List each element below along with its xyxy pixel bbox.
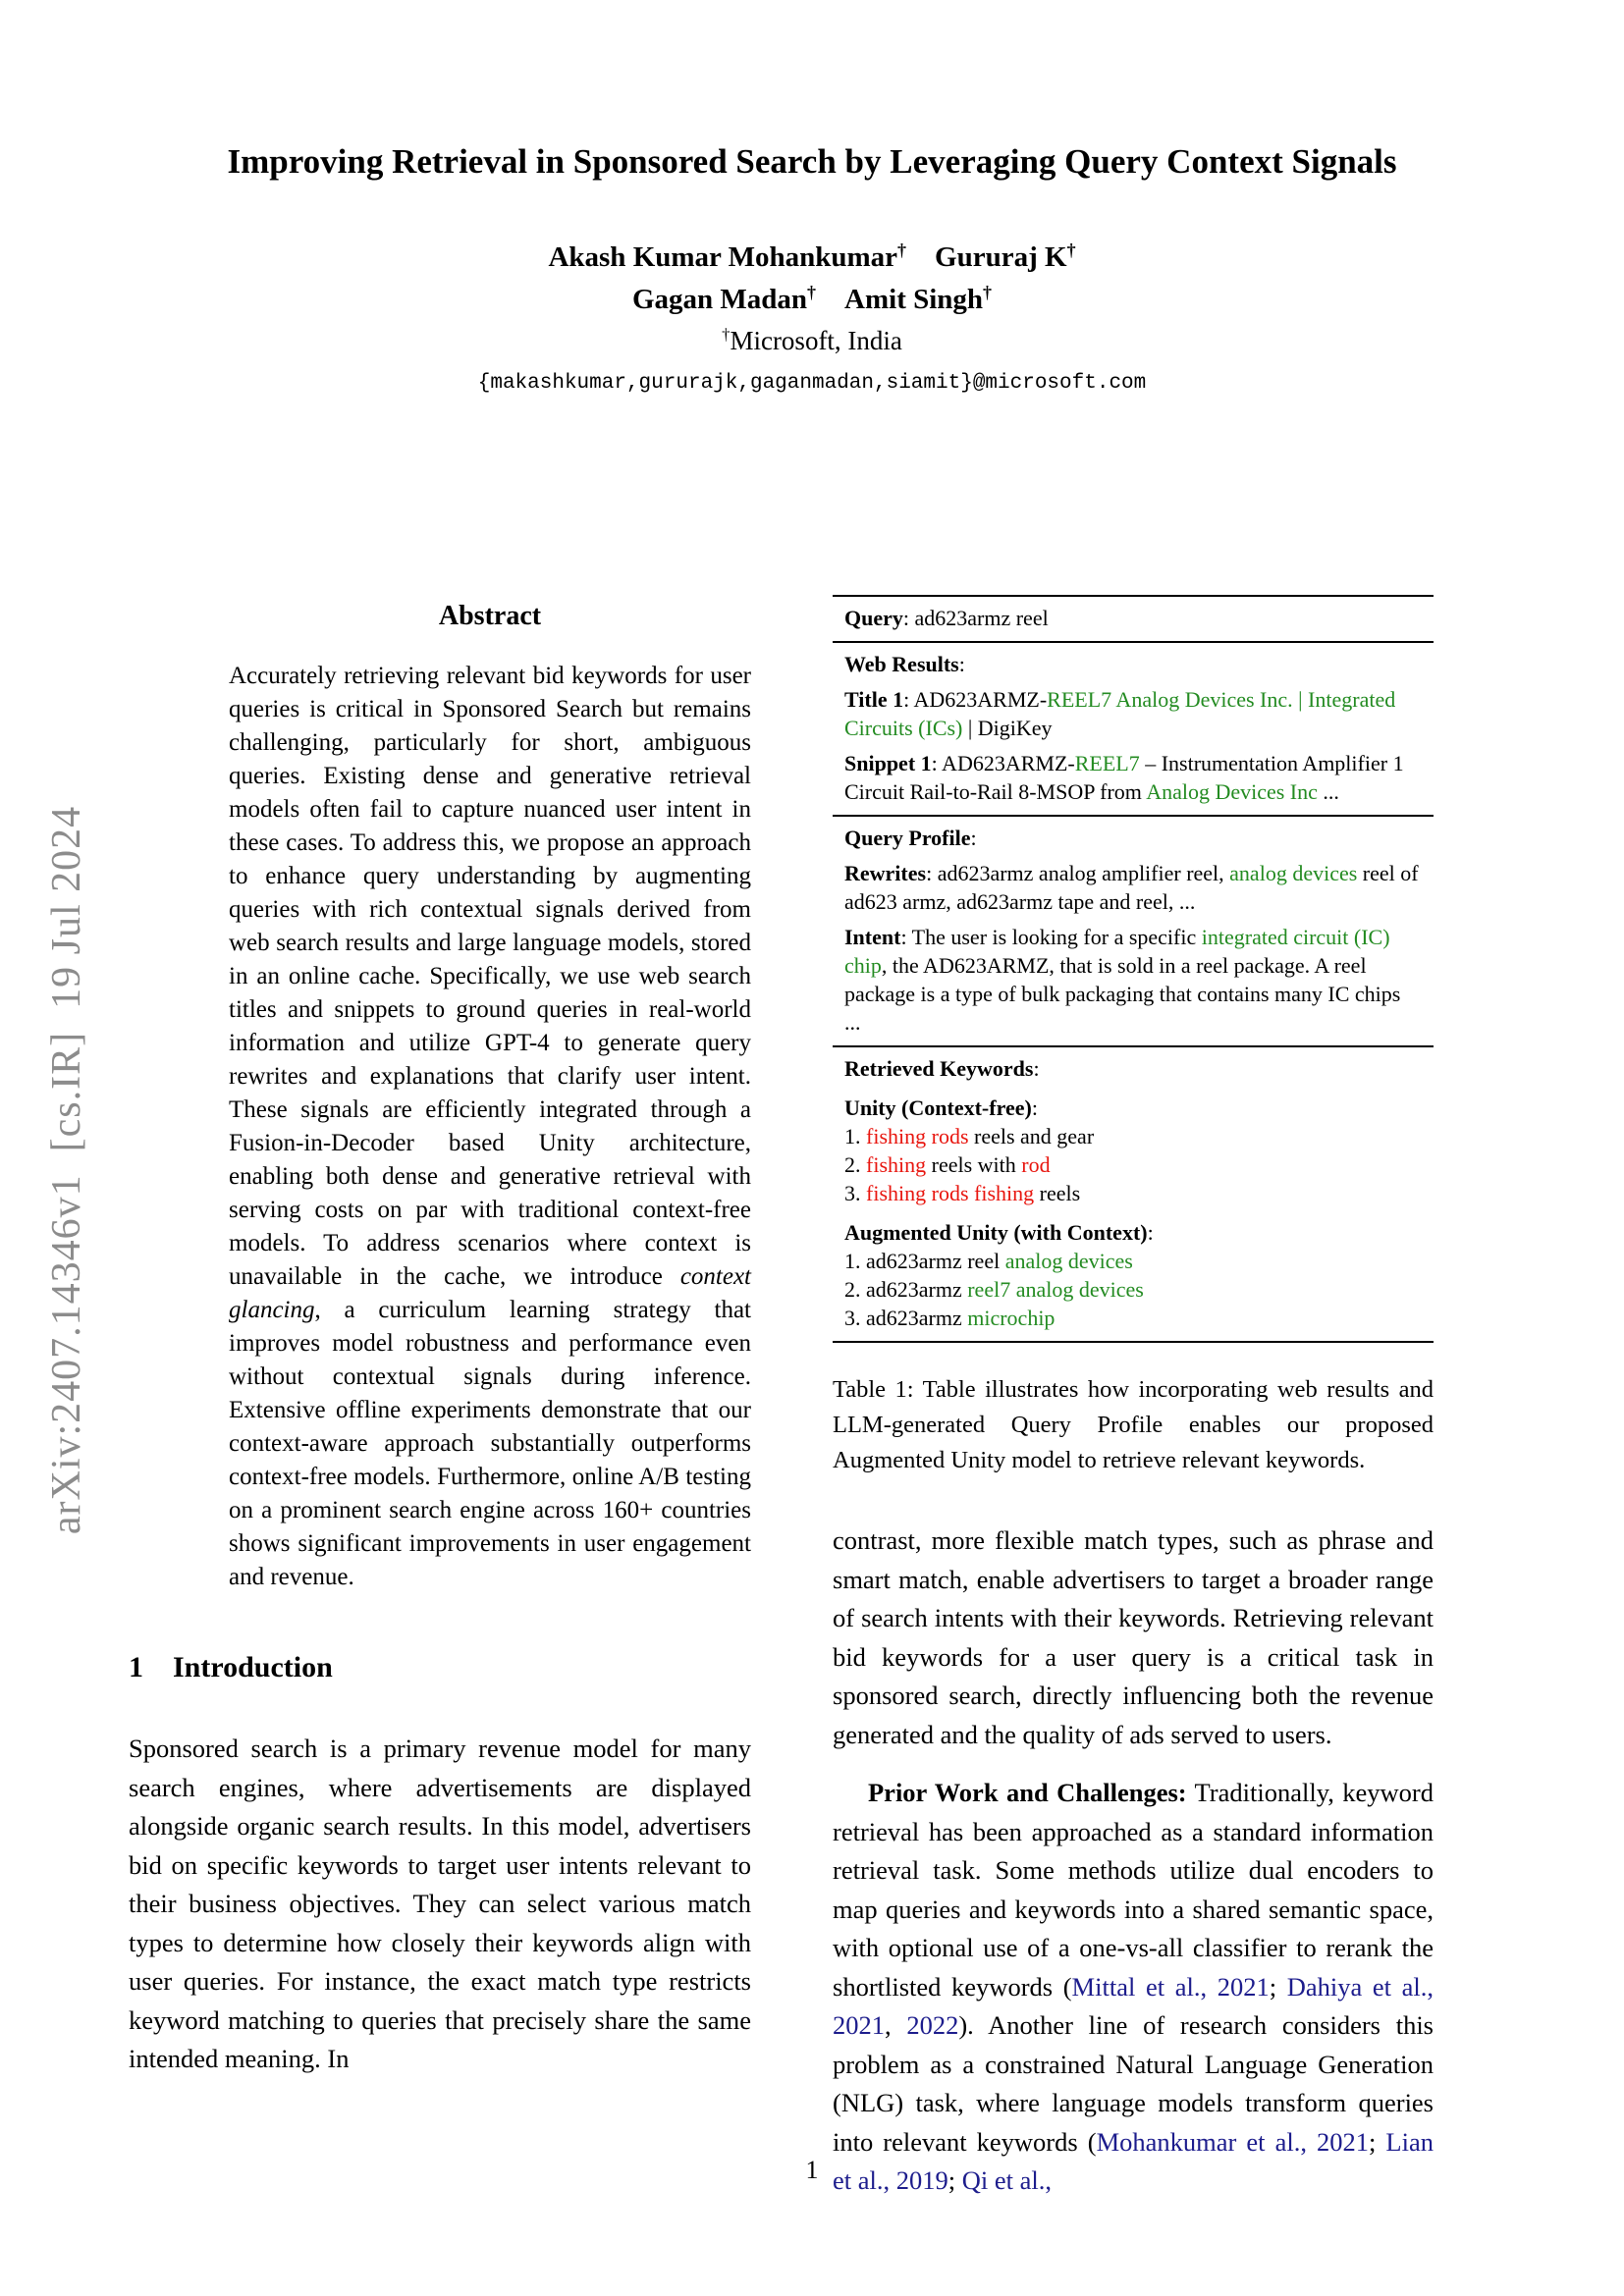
table-1-caption: Table 1: Table illustrates how incorporating web results and LLM-generated Query Profile enables our proposed Augmented Unity model to retrieve relevant keywords. bbox=[833, 1376, 1434, 1473]
paper-title: Improving Retrieval in Sponsored Search by Leveraging Query Context Signals bbox=[227, 142, 1397, 181]
unity-keyword-item bbox=[844, 1179, 1422, 1207]
text-segment: Akash Kumar Mohankumar bbox=[548, 241, 898, 273]
text-segment: : bbox=[958, 652, 965, 676]
text-segment-bold: Web Results bbox=[844, 652, 959, 676]
table-section-query bbox=[833, 597, 1434, 641]
text-segment-bold: Augmented Unity (with Context) bbox=[844, 1220, 1148, 1245]
section-heading-introduction: 1 Introduction bbox=[129, 1651, 333, 1683]
augmented-keyword-item bbox=[844, 1247, 1422, 1275]
text-segment: : ad623armz reel bbox=[902, 606, 1049, 630]
text-segment: , the AD623ARMZ, that is sold in a reel package. A reel package is a type of bulk packaging that contains many IC chips ... bbox=[844, 953, 1401, 1035]
author-emails: {makashkumar,gururajk,gaganmadan,siamit}@microsoft.com bbox=[477, 372, 1147, 395]
citation-link[interactable]: Mohankumar et al., 2021 bbox=[1096, 2126, 1369, 2157]
page-number: 1 bbox=[805, 2156, 819, 2184]
text-segment: : bbox=[1031, 1095, 1038, 1120]
table-section-query-profile bbox=[833, 815, 1434, 1045]
text-segment: ; bbox=[1269, 1971, 1287, 2002]
rightcol-paragraph-2 bbox=[833, 1774, 1434, 2201]
text-segment: Microsoft, India bbox=[730, 326, 902, 355]
text-segment: reels and gear bbox=[968, 1124, 1095, 1148]
text-segment: : The user is looking for a specific bbox=[900, 925, 1202, 949]
text-segment-sup: † bbox=[897, 240, 907, 260]
citation-link[interactable]: Dahiya et al., 2021 bbox=[833, 1971, 1434, 2040]
citation-link[interactable]: Qi et al., bbox=[961, 2165, 1052, 2195]
text-segment-bold: Snippet 1 bbox=[844, 751, 932, 775]
text-segment: 2. ad623armz bbox=[844, 1277, 968, 1302]
text-segment-g: analog devices bbox=[1229, 861, 1358, 885]
text-segment-bold: Retrieved Keywords bbox=[844, 1056, 1034, 1081]
text-segment: : bbox=[1033, 1056, 1040, 1081]
web-results-label bbox=[844, 650, 1422, 678]
text-segment-bold: Query Profile bbox=[844, 826, 971, 850]
text-segment: Amit Singh bbox=[816, 284, 984, 315]
text-segment-g: REEL7 bbox=[1074, 751, 1140, 775]
text-segment-bold: Prior Work and Challenges: bbox=[868, 1778, 1187, 1807]
citation-link[interactable]: Lian et al., 2019 bbox=[833, 2126, 1434, 2195]
text-segment: 3. ad623armz bbox=[844, 1306, 968, 1330]
query-profile-label bbox=[844, 824, 1422, 852]
text-segment: , a curriculum learning strategy that improves model robustness and performance even without contextual signals during inference. Extensive offline experiments demonstrate that our context-aware approach substantially outperforms context-free models. Furthermore, online A/B testing on a prominent search engine across 160+ countries shows significant improvements in user engagement and revenue. bbox=[229, 1297, 751, 1590]
text-segment-bold: Intent bbox=[844, 925, 901, 949]
text-segment: : AD623ARMZ- bbox=[931, 751, 1075, 775]
text-segment-sup: † bbox=[983, 282, 993, 302]
query-profile-intent bbox=[844, 923, 1422, 1037]
text-segment-g: Analog Devices Inc bbox=[1146, 779, 1318, 804]
text-segment-g: reel7 analog devices bbox=[967, 1277, 1144, 1302]
text-segment-sup: † bbox=[722, 325, 731, 344]
unity-keyword-item bbox=[844, 1150, 1422, 1179]
text-segment: ... bbox=[1317, 779, 1339, 804]
text-segment-r: fishing bbox=[866, 1152, 927, 1177]
text-segment: 2. bbox=[844, 1152, 866, 1177]
text-segment-i: context glancing bbox=[229, 1263, 751, 1323]
text-segment: 3. bbox=[844, 1181, 866, 1205]
text-segment: 1. ad623armz reel bbox=[844, 1249, 1005, 1273]
rightcol-paragraph-1: contrast, more flexible match types, such as phrase and smart match, enable advertisers to target a broader range of search intents with their keywords. Retrieving relevant bid keywords for a user query is a critical task in sponsored search, directly influencing both the revenue generated and the quality of ads served to users. bbox=[833, 1525, 1434, 1749]
text-segment: – Instrumentation Amplifier 1 Circuit Rail-to-Rail 8-MSOP from bbox=[844, 751, 1404, 804]
text-segment: reels with bbox=[926, 1152, 1022, 1177]
web-result-snippet-1 bbox=[844, 749, 1422, 806]
text-segment-bold: Unity (Context-free) bbox=[844, 1095, 1032, 1120]
affiliation bbox=[0, 326, 1624, 356]
text-segment-r: fishing rods fishing bbox=[866, 1181, 1035, 1205]
table-1 bbox=[833, 595, 1434, 1343]
author-line-1 bbox=[0, 237, 1624, 279]
text-segment-g: REEL7 Analog Devices Inc. | Integrated Circuits (ICs) bbox=[844, 687, 1396, 740]
text-segment: 1. bbox=[844, 1124, 866, 1148]
text-segment: : ad623armz analog amplifier reel, bbox=[926, 861, 1230, 885]
text-segment: reels bbox=[1034, 1181, 1081, 1205]
left-column bbox=[129, 587, 751, 2079]
abstract-block bbox=[229, 601, 751, 1594]
text-segment-r: fishing rods bbox=[866, 1124, 969, 1148]
right-column bbox=[833, 579, 1434, 2201]
text-segment: : AD623ARMZ- bbox=[903, 687, 1048, 712]
table-query-row bbox=[844, 604, 1422, 632]
augmented-keyword-item bbox=[844, 1304, 1422, 1332]
text-segment: ; bbox=[947, 2165, 962, 2195]
text-segment-g: microchip bbox=[967, 1306, 1056, 1330]
text-segment-sup: † bbox=[807, 282, 817, 302]
text-segment: : bbox=[970, 826, 977, 850]
unity-context-free-label bbox=[844, 1094, 1422, 1122]
citation-link[interactable]: Mittal et al., 2021 bbox=[1071, 1971, 1270, 2002]
text-segment: Traditionally, keyword retrieval has been approached as a standard information retrieval task. Some methods utilize dual encoders to map queries and keywords into a shared semantic space, with optional use of a one-vs-all classifier to rerank the shortlisted keywords ( bbox=[833, 1778, 1434, 2002]
text-segment: , bbox=[885, 2010, 907, 2040]
text-segment: ; bbox=[1369, 2126, 1386, 2157]
citation-link[interactable]: 2022 bbox=[906, 2010, 959, 2040]
text-segment-bold: Title 1 bbox=[844, 687, 904, 712]
abstract-text bbox=[229, 660, 751, 1594]
abstract-heading: Abstract bbox=[438, 601, 542, 631]
text-segment: : bbox=[1147, 1220, 1154, 1245]
text-segment-bold: Query bbox=[844, 606, 903, 630]
text-segment: Gururaj K bbox=[906, 241, 1067, 273]
text-segment: Gagan Madan bbox=[631, 284, 808, 315]
paper-header bbox=[0, 137, 1624, 395]
table-section-retrieved-keywords bbox=[833, 1045, 1434, 1341]
text-segment-g: integrated circuit (IC) chip bbox=[844, 925, 1390, 978]
text-segment-r: rod bbox=[1021, 1152, 1051, 1177]
query-profile-rewrites bbox=[844, 859, 1422, 916]
augmented-keyword-item bbox=[844, 1275, 1422, 1304]
text-segment: reel of ad623 armz, ad623armz tape and reel, ... bbox=[844, 861, 1419, 914]
text-segment: Accurately retrieving relevant bid keywords for user queries is critical in Sponsored Search but remains challenging, particularly for short, ambiguous queries. Existing dense and generative retrieval models often fail to capture nuanced user intent in these cases. To address this, we propose an approach to enhance query understanding by augmenting queries with rich contextual signals derived from web search results and large language models, stored in an online cache. Specifically, we use web search titles and snippets to ground queries in real-world information and utilize GPT-4 to generate query rewrites and explanations that clarify user intent. These signals are efficiently integrated through a Fusion-in-Decoder based Unity architecture, enabling both dense and generative retrieval with serving costs on par with traditional context-free models. To address scenarios where context is unavailable in the cache, we introduce bbox=[229, 663, 751, 1290]
text-segment: | DigiKey bbox=[962, 716, 1053, 740]
author-line-2 bbox=[0, 279, 1624, 321]
text-segment-sup: † bbox=[1066, 240, 1076, 260]
retrieved-keywords-label bbox=[844, 1054, 1422, 1083]
augmented-unity-label bbox=[844, 1218, 1422, 1247]
text-segment-g: analog devices bbox=[1004, 1249, 1133, 1273]
unity-keyword-item bbox=[844, 1122, 1422, 1150]
text-segment: ). Another line of research considers this problem as a constrained Natural Language Generation (NLG) task, where language models transform queries into relevant keywords ( bbox=[833, 2010, 1434, 2157]
text-segment-bold: Rewrites bbox=[844, 861, 927, 885]
table-section-web-results bbox=[833, 641, 1434, 815]
intro-paragraph: Sponsored search is a primary revenue model for many search engines, where advertisements are displayed alongside organic search results. In this model, advertisers bid on specific keywords to target user intents relevant to their business objectives. They can select various match types to determine how closely their keywords align with user queries. For instance, the exact match type restricts keyword matching to queries that precisely share the same intended meaning. In bbox=[129, 1734, 751, 2073]
arxiv-watermark-text: arXiv:2407.14346v1 [cs.IR] 19 Jul 2024 bbox=[44, 805, 89, 1535]
web-result-title-1 bbox=[844, 685, 1422, 742]
